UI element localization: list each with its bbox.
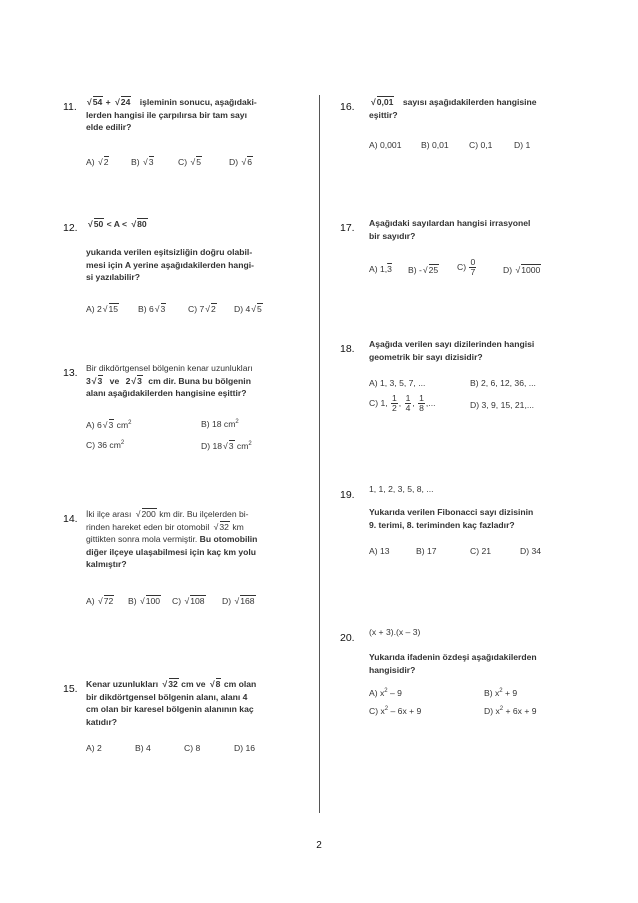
option-b[interactable]: B) 2, 6, 12, 36, ... xyxy=(470,378,536,388)
option-c[interactable]: C) 8 xyxy=(184,743,201,753)
question-text: √ 0,01 sayısı aşağıdakilerden hangisine eşittir? xyxy=(369,96,569,121)
text-line: işleminin sonucu, aşağıdaki- xyxy=(139,97,257,107)
text-line: yukarıda verilen eşitsizliğin doğru olabil- xyxy=(86,247,253,257)
text-line: hangisidir? xyxy=(369,664,416,675)
option-c[interactable]: C) $x^2 - 6x + 9$ xyxy=(369,706,422,716)
option-b[interactable]: B) 6√ 3 xyxy=(138,303,166,314)
text-line: Yukarıda verilen Fibonacci sayı dizisinin xyxy=(369,507,534,517)
question-number: 17. xyxy=(340,222,355,234)
question-text xyxy=(369,506,579,531)
option-a[interactable]: A) √ 72 xyxy=(86,595,114,606)
option-d[interactable]: D) √ 1000 xyxy=(503,264,541,275)
option-a[interactable]: A) √ 2 xyxy=(86,156,109,167)
question-text: Kenar uzunlukları √ 32 cm ve √ 8 cm olan bir dikdörtgensel bölgenin alanı, alanı 4 cm olan bir karesel bölgenin alanının kaç katıdır? xyxy=(86,678,286,728)
text-line: katıdır? xyxy=(86,716,118,727)
option-d[interactable]: D) 34 xyxy=(520,546,542,556)
option-c[interactable]: C) 7√ 2 xyxy=(188,303,217,314)
text-line: elde edilir? xyxy=(86,122,132,133)
text-line: cm olan bir karesel bölgenin alanının kaç xyxy=(86,704,254,715)
question-number: 14. xyxy=(63,513,78,525)
math-expression: (x + 3).(x – 3) xyxy=(369,627,421,637)
option-d[interactable]: D) 18√ 3 $cm^2$ xyxy=(201,440,252,451)
option-c[interactable]: C) 0,1 xyxy=(469,140,493,150)
text-line: kalmıştır? xyxy=(86,559,127,570)
option-c[interactable]: C) 21 xyxy=(470,546,492,556)
text-line: Yukarıda ifadenin özdeşi aşağıdakilerden xyxy=(369,652,537,662)
text-line: Aşağıdaki sayılardan hangisi irrasyonel xyxy=(369,218,531,228)
question-text xyxy=(369,651,579,676)
option-b[interactable]: B) -√ 25 xyxy=(408,264,439,275)
option-a[interactable]: A) 1,3 xyxy=(369,264,392,274)
option-a[interactable]: A) 13 xyxy=(369,546,390,556)
answer-options xyxy=(369,378,579,423)
question-number: 16. xyxy=(340,101,355,113)
option-d[interactable]: D) √ 168 xyxy=(222,595,256,606)
option-b[interactable]: B) 18 $cm^2$ xyxy=(201,419,239,429)
question-number: 19. xyxy=(340,489,355,501)
question-text xyxy=(86,246,276,284)
answer-options xyxy=(369,688,579,723)
answer-options xyxy=(369,257,569,287)
text-line: bir sayıdır? xyxy=(369,230,416,241)
text-line: alanı aşağıdakilerden hangisine eşittir? xyxy=(86,388,247,399)
option-b[interactable]: B) 0,01 xyxy=(421,140,449,150)
option-a[interactable]: A) 1, 3, 5, 7, ... xyxy=(369,378,426,388)
option-b[interactable]: B) $x^2 + 9$ xyxy=(484,688,518,698)
text-line: Bir dikdörtgensel bölgenin kenar uzunlukları xyxy=(86,363,253,373)
text-line: mesi için A yerine aşağıdakilerden hangi- xyxy=(86,259,254,270)
question-number: 20. xyxy=(340,632,355,644)
question-number: 15. xyxy=(63,683,78,695)
option-d[interactable]: D) 3, 9, 15, 21,... xyxy=(470,400,535,410)
sequence: 1, 1, 2, 3, 5, 8, ... xyxy=(369,484,434,494)
answer-options xyxy=(86,419,286,459)
option-a[interactable]: A) 2 xyxy=(86,743,102,753)
option-a[interactable]: A) 0,001 xyxy=(369,140,402,150)
option-b[interactable]: B) 4 xyxy=(135,743,151,753)
text-line: si yazılabilir? xyxy=(86,272,140,283)
question-text xyxy=(369,338,569,363)
option-a[interactable]: A) $x^2 - 9$ xyxy=(369,688,402,698)
option-d[interactable]: D) $x^2 + 6x + 9$ xyxy=(484,706,537,716)
option-c[interactable]: C) 36 $cm^2$ xyxy=(86,440,125,450)
column-divider xyxy=(319,95,320,813)
math-expression: √ 54 + √ 24 xyxy=(86,97,131,107)
text-line: Aşağıda verilen sayı dizilerinden hangisi xyxy=(369,339,535,349)
question-number: 12. xyxy=(63,222,78,234)
option-c[interactable]: C) 1, $\frac{1}{2}$ , $\frac{1}{4}$ , $\frac{1}{8}$ ,... xyxy=(369,393,436,413)
option-d[interactable]: D) 4√ 5 xyxy=(234,303,263,314)
text-line: diğer ilçeye ulaşabilmesi için kaç km yolu xyxy=(86,546,257,557)
question-number: 13. xyxy=(63,367,78,379)
option-c[interactable]: C) √ 108 xyxy=(172,595,206,606)
option-d[interactable]: D) 16 xyxy=(234,743,256,753)
question-text: İki ilçe arası √ 200 km dir. Bu ilçelerden bi- rinden hareket eden bir otomobil √ 32 km gittikten sonra mola vermiştir. Bu otomobilin diğer ilçeye ulaşabilmesi için kaç km yolu kalmıştır? xyxy=(86,508,286,571)
text-line: geometrik bir sayı dizisidir? xyxy=(369,351,483,362)
question-number: 11. xyxy=(63,101,77,113)
option-b[interactable]: B) 17 xyxy=(416,546,437,556)
option-b[interactable]: B) √ 100 xyxy=(128,595,161,606)
question-number: 18. xyxy=(340,343,355,355)
option-c[interactable]: C) $\frac{0}{7}$ xyxy=(457,257,476,277)
option-b[interactable]: B) √ 3 xyxy=(131,156,154,167)
page-number: 2 xyxy=(316,840,322,851)
text-line: bir dikdörtgensel bölgenin alanı, alanı 4 xyxy=(86,691,248,702)
option-d[interactable]: D) 1 xyxy=(514,140,531,150)
text-line: eşittir? xyxy=(369,109,398,120)
option-c[interactable]: C) √ 5 xyxy=(178,156,202,167)
text-line: 9. terimi, 8. teriminden kaç fazladır? xyxy=(369,519,515,530)
option-d[interactable]: D) √ 6 xyxy=(229,156,253,167)
question-text: Bir dikdörtgensel bölgenin kenar uzunlukları 3√ 3 ve 2√ 3 cm dir. Buna bu bölgenin alanı aşağıdakilerden hangisine eşittir? xyxy=(86,362,286,400)
math-expression: √ 50 < A < √ 80 xyxy=(86,218,148,231)
option-a[interactable]: A) 2√ 15 xyxy=(86,303,119,314)
option-a[interactable]: A) 6√ 3 $cm^2$ xyxy=(86,419,131,430)
text-line: lerden hangisi ile çarpılırsa bir tam sayı xyxy=(86,109,247,120)
question-text xyxy=(369,217,569,242)
question-text xyxy=(86,96,276,134)
